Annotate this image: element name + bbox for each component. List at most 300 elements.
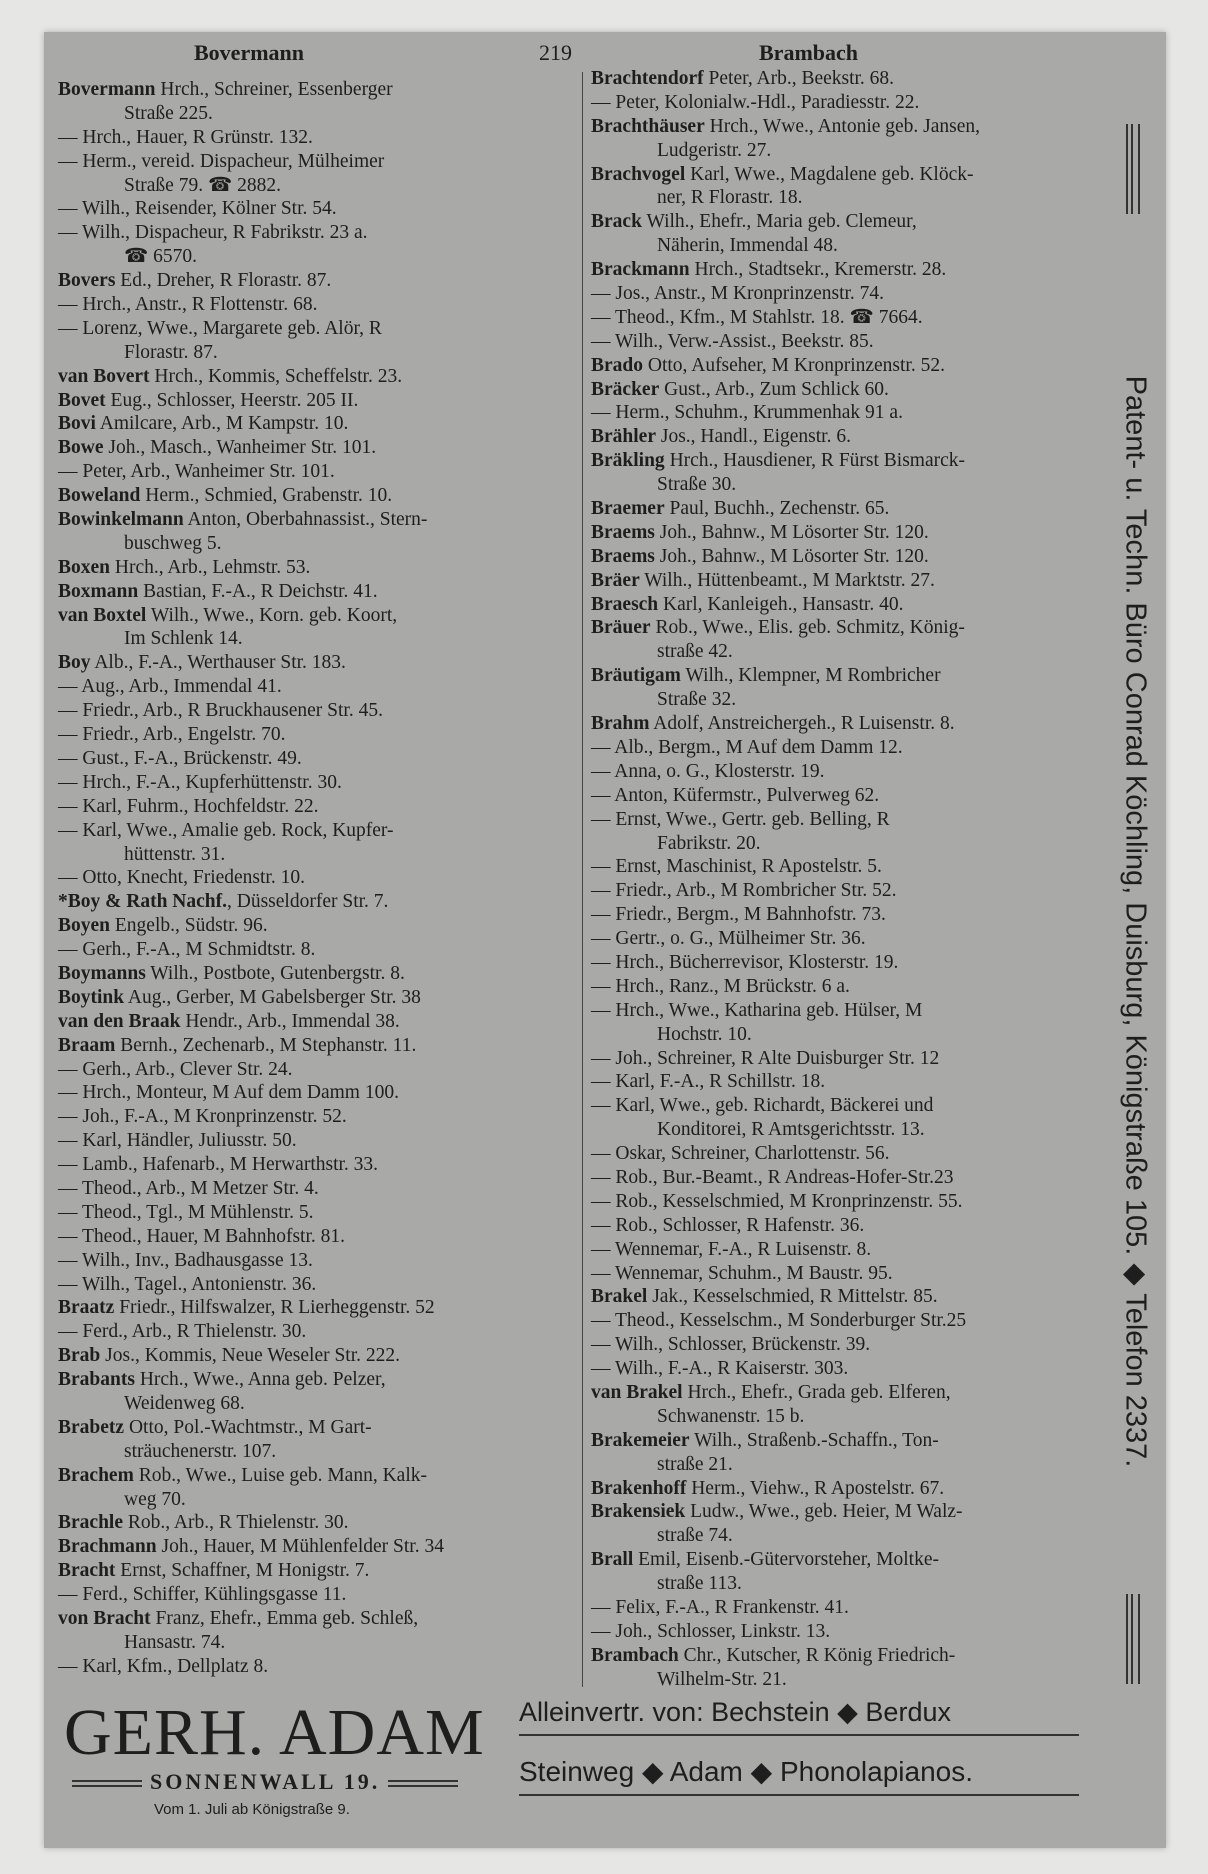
directory-entry <box>58 126 578 150</box>
sidebar-advert <box>1106 124 1166 1684</box>
entry-text: Ludw., Wwe., geb. Heier, M Walz- <box>685 1501 963 1523</box>
entry-continuation <box>591 1453 1101 1477</box>
entry-surname: Brähler <box>591 426 656 448</box>
advert-line-1: Alleinvertr. von: Bechstein ◆ Berdux <box>519 1697 1079 1736</box>
directory-entry <box>58 1344 578 1368</box>
entry-surname: Boyen <box>58 915 111 937</box>
directory-entry <box>591 67 1101 91</box>
entry-text: straße 113. <box>657 1573 742 1595</box>
entry-text: Karl, Wwe., Magdalene geb. Klöck- <box>685 163 974 185</box>
directory-entry <box>58 1296 578 1320</box>
entry-text: — Peter, Arb., Wanheimer Str. 101. <box>58 461 335 483</box>
directory-entry <box>58 1129 578 1153</box>
entry-text: — Joh., Schreiner, R Alte Duisburger Str. 12 <box>591 1047 940 1069</box>
entry-surname: Brackmann <box>591 259 690 281</box>
entry-text: ner, R Florastr. 18. <box>657 187 803 209</box>
directory-entry <box>58 556 578 580</box>
directory-entry <box>591 1238 1101 1262</box>
entry-text: Emil, Eisenb.-Gütervorsteher, Moltke- <box>633 1549 939 1571</box>
directory-page <box>44 32 1166 1848</box>
advert-note: Vom 1. Juli ab Königstraße 9. <box>154 1801 350 1818</box>
directory-entry <box>591 1596 1101 1620</box>
entry-text: — Oskar, Schreiner, Charlottenstr. 56. <box>591 1143 890 1165</box>
entry-text: Weidenweg 68. <box>124 1392 245 1414</box>
entry-text: — Theod., Kesselschm., M Sonderburger Str.25 <box>591 1310 967 1332</box>
entry-text: Straße 30. <box>657 474 737 496</box>
entry-text: Eug., Schlosser, Heerstr. 205 II. <box>105 389 359 411</box>
directory-entry <box>591 664 1101 688</box>
directory-entry <box>591 115 1101 139</box>
entry-surname: Boy <box>58 652 91 674</box>
entry-surname: Bräkling <box>591 450 665 472</box>
entry-surname: Braesch <box>591 593 659 615</box>
entry-text: Hrch., Ehefr., Grada geb. Elferen, <box>682 1381 951 1403</box>
entry-text: — Karl, Fuhrm., Hochfeldstr. 22. <box>58 795 319 817</box>
directory-entry <box>591 1190 1101 1214</box>
entry-surname: van Bovert <box>58 365 150 387</box>
entry-text: hüttenstr. 31. <box>124 843 226 865</box>
directory-entry <box>58 651 578 675</box>
directory-entry <box>58 890 578 914</box>
entry-surname: Brakel <box>591 1286 648 1308</box>
directory-entry <box>58 460 578 484</box>
entry-text: — Rob., Schlosser, R Hafenstr. 36. <box>591 1214 865 1236</box>
directory-entry <box>58 317 578 341</box>
entry-text: Wilh., Wwe., Korn. geb. Koort, <box>146 604 398 626</box>
entry-text: — Hrch., Hauer, R Grünstr. 132. <box>58 126 313 148</box>
directory-entry <box>591 879 1101 903</box>
directory-entry <box>58 436 578 460</box>
entry-surname: *Boy & Rath Nachf. <box>58 891 227 913</box>
entry-text: — Gertr., o. G., Mülheimer Str. 36. <box>591 928 866 950</box>
directory-entry <box>58 962 578 986</box>
entry-text: straße 21. <box>657 1453 733 1475</box>
entry-surname: Bracht <box>58 1560 116 1582</box>
entry-text: Hendr., Arb., Immendal 38. <box>180 1010 400 1032</box>
entry-text: — Theod., Tgl., M Mühlenstr. 5. <box>58 1201 314 1223</box>
directory-entry <box>591 1357 1101 1381</box>
directory-entry <box>591 616 1101 640</box>
directory-entry <box>591 354 1101 378</box>
entry-surname: Braam <box>58 1034 116 1056</box>
directory-entry <box>591 1381 1101 1405</box>
entry-text: Adolf, Anstreichergeh., R Luisenstr. 8. <box>649 713 955 735</box>
directory-entry <box>58 269 578 293</box>
entry-surname: Brambach <box>591 1644 679 1666</box>
directory-entry <box>58 78 578 102</box>
entry-text: Paul, Buchh., Zechenstr. 65. <box>664 498 890 520</box>
entry-continuation <box>591 832 1101 856</box>
entry-text: — Hrch., Wwe., Katharina geb. Hülser, M <box>591 999 923 1021</box>
directory-entry <box>58 1320 578 1344</box>
directory-entry <box>58 771 578 795</box>
directory-entry <box>591 163 1101 187</box>
directory-entry <box>58 1416 578 1440</box>
entry-surname: Boymanns <box>58 962 146 984</box>
entry-surname: Brahm <box>591 713 650 735</box>
entry-text: Herm., Viehw., R Apostelstr. 67. <box>686 1477 945 1499</box>
entry-continuation <box>58 532 578 556</box>
entry-text: — Hrch., Anstr., R Flottenstr. 68. <box>58 294 318 316</box>
page-number: 219 <box>539 40 572 65</box>
entry-text: Fabrikstr. 20. <box>657 832 761 854</box>
entry-text: — Friedr., Arb., M Rombricher Str. 52. <box>591 880 897 902</box>
directory-entry <box>58 1583 578 1607</box>
entry-text: Joh., Bahnw., M Lösorter Str. 120. <box>654 545 929 567</box>
entry-text: Bastian, F.-A., R Deichstr. 41. <box>138 580 378 602</box>
entry-text: weg 70. <box>124 1488 186 1510</box>
entry-surname: Brakemeier <box>591 1429 690 1451</box>
directory-entry <box>591 497 1101 521</box>
directory-entry <box>591 736 1101 760</box>
directory-entry <box>58 914 578 938</box>
directory-entry <box>58 293 578 317</box>
entry-surname: Boxmann <box>58 580 139 602</box>
entry-continuation <box>58 245 578 269</box>
entry-surname: van den Braak <box>58 1010 181 1032</box>
entry-text: — Anna, o. G., Klosterstr. 19. <box>591 760 825 782</box>
directory-entry <box>591 712 1101 736</box>
entry-text: — Rob., Kesselschmied, M Kronprinzenstr. 55. <box>591 1190 963 1212</box>
directory-entry <box>591 975 1101 999</box>
bottom-advert <box>64 1697 1154 1827</box>
directory-entry <box>58 1201 578 1225</box>
entry-text: Bernh., Zechenarb., M Stephanstr. 11. <box>115 1034 417 1056</box>
entry-surname: Brado <box>591 354 644 376</box>
entry-text: Florastr. 87. <box>124 341 218 363</box>
directory-entry <box>591 1262 1101 1286</box>
entry-text: — Wilh., Tagel., Antonienstr. 36. <box>58 1273 317 1295</box>
directory-entry <box>591 521 1101 545</box>
directory-entry <box>58 221 578 245</box>
entry-continuation <box>58 627 578 651</box>
directory-entry <box>591 1644 1101 1668</box>
directory-entry <box>591 306 1101 330</box>
double-rule <box>1126 124 1140 214</box>
entry-continuation <box>591 186 1101 210</box>
entry-surname: Bräuer <box>591 617 651 639</box>
entry-surname: Bowinkelmann <box>58 509 184 531</box>
directory-entry <box>58 484 578 508</box>
entry-text: Ernst, Schaffner, M Honigstr. 7. <box>115 1560 370 1582</box>
entry-text: , Düsseldorfer Str. 7. <box>227 891 389 913</box>
entry-text: — Karl, Kfm., Dellplatz 8. <box>58 1655 269 1677</box>
directory-entry <box>58 508 578 532</box>
directory-entry <box>58 1559 578 1583</box>
directory-entry <box>591 425 1101 449</box>
directory-entry <box>58 866 578 890</box>
entry-text: — Wilh., Dispacheur, R Fabrikstr. 23 a. <box>58 222 368 244</box>
entry-text: Engelb., Südstr. 96. <box>110 915 268 937</box>
entry-text: Straße 225. <box>124 102 213 124</box>
entry-text: — Wilh., Schlosser, Brückenstr. 39. <box>591 1334 871 1356</box>
advert-name: GERH. ADAM <box>64 1696 485 1769</box>
entry-text: — Peter, Kolonialw.-Hdl., Paradiesstr. 22. <box>591 91 920 113</box>
entry-text: — Friedr., Bergm., M Bahnhofstr. 73. <box>591 904 886 926</box>
entry-text: Herm., Schmied, Grabenstr. 10. <box>140 485 393 507</box>
entry-surname: Brall <box>591 1549 634 1571</box>
entry-text: Hrch., Arb., Lehmstr. 53. <box>110 556 311 578</box>
entry-text: — Wilh., F.-A., R Kaiserstr. 303. <box>591 1358 849 1380</box>
entry-text: Näherin, Immendal 48. <box>657 235 838 257</box>
entry-text: Hrch., Kommis, Scheffelstr. 23. <box>149 365 403 387</box>
directory-entry <box>58 1034 578 1058</box>
entry-text: ☎ 6570. <box>124 246 198 268</box>
entry-continuation <box>58 843 578 867</box>
entry-continuation <box>591 234 1101 258</box>
directory-entry <box>58 1607 578 1631</box>
directory-entry <box>591 1333 1101 1357</box>
entry-text: Konditorei, R Amtsgerichtsstr. 13. <box>657 1119 925 1141</box>
entry-text: — Karl, Wwe., Amalie geb. Rock, Kupfer- <box>58 819 394 841</box>
entry-text: Ed., Dreher, R Florastr. 87. <box>115 270 332 292</box>
entry-continuation <box>591 688 1101 712</box>
entry-text: Wilh., Klempner, M Rombricher <box>680 665 941 687</box>
entry-text: — Hrch., Bücherrevisor, Klosterstr. 19. <box>591 951 899 973</box>
entry-text: Gust., Arb., Zum Schlick 60. <box>659 378 889 400</box>
entry-text: — Alb., Bergm., M Auf dem Damm 12. <box>591 736 903 758</box>
directory-entry <box>591 1548 1101 1572</box>
entry-surname: Brachem <box>58 1464 134 1486</box>
entry-text: — Theod., Kfm., M Stahlstr. 18. ☎ 7664. <box>591 306 923 328</box>
directory-entry <box>591 1620 1101 1644</box>
entry-text: — Herm., vereid. Dispacheur, Mülheimer <box>58 150 385 172</box>
entry-text: — Theod., Arb., M Metzer Str. 4. <box>58 1177 319 1199</box>
directory-entry <box>591 927 1101 951</box>
entry-text: Hrch., Wwe., Anna geb. Pelzer, <box>134 1369 386 1391</box>
entry-text: Hansastr. 74. <box>124 1631 226 1653</box>
entry-text: — Rob., Bur.-Beamt., R Andreas-Hofer-Str.23 <box>591 1166 954 1188</box>
entry-text: Franz, Ehefr., Emma geb. Schleß, <box>150 1608 419 1629</box>
entry-text: Peter, Arb., Beekstr. 68. <box>703 68 895 89</box>
entry-surname: Brabants <box>58 1369 135 1391</box>
directory-entry <box>58 986 578 1010</box>
entry-continuation <box>591 1524 1101 1548</box>
directory-entry <box>591 1309 1101 1333</box>
entry-text: Joh., Hauer, M Mühlenfelder Str. 34 <box>156 1536 444 1558</box>
directory-entry <box>591 855 1101 879</box>
directory-entry <box>591 1285 1101 1309</box>
directory-entry <box>591 1047 1101 1071</box>
directory-entry <box>591 808 1101 832</box>
entry-text: Hrch., Wwe., Antonie geb. Jansen, <box>704 115 981 137</box>
directory-entry <box>58 197 578 221</box>
entry-continuation <box>58 1488 578 1512</box>
directory-entry <box>591 1070 1101 1094</box>
entry-surname: van Brakel <box>591 1381 683 1403</box>
advert-address <box>64 1769 466 1795</box>
entry-surname: Brachmann <box>58 1536 157 1558</box>
directory-entry <box>58 604 578 628</box>
entry-text: Jos., Handl., Eigenstr. 6. <box>655 426 851 448</box>
entry-text: Joh., Bahnw., M Lösorter Str. 120. <box>654 521 929 543</box>
advert-address-text: SONNENWALL 19. <box>150 1769 381 1794</box>
entry-text: Hrch., Hausdiener, R Fürst Bismarck- <box>664 450 966 472</box>
entry-surname: Braems <box>591 521 655 543</box>
entry-surname: Brachle <box>58 1512 123 1534</box>
entry-continuation <box>58 1392 578 1416</box>
directory-entry <box>591 569 1101 593</box>
directory-entry <box>591 210 1101 234</box>
entry-surname: Braems <box>591 545 655 567</box>
column-divider <box>582 72 583 1687</box>
entry-text: Friedr., Hilfswalzer, R Lierheggenstr. 52 <box>114 1297 435 1319</box>
entry-surname: Braatz <box>58 1297 115 1319</box>
entry-text: — Hrch., Monteur, M Auf dem Damm 100. <box>58 1082 399 1104</box>
entry-text: — Karl, Wwe., geb. Richardt, Bäckerei und <box>591 1095 934 1117</box>
directory-entry <box>591 593 1101 617</box>
directory-entry <box>591 903 1101 927</box>
entry-text: buschweg 5. <box>124 532 222 554</box>
directory-entry <box>591 1500 1101 1524</box>
entry-text: — Theod., Hauer, M Bahnhofstr. 81. <box>58 1225 345 1247</box>
entry-continuation <box>58 174 578 198</box>
entry-surname: van Boxtel <box>58 604 147 626</box>
entry-text: Wilh., Hüttenbeamt., M Marktstr. 27. <box>639 569 935 591</box>
entry-continuation <box>591 1023 1101 1047</box>
entry-text: — Wilh., Verw.-Assist., Beekstr. 85. <box>591 330 874 352</box>
entry-text: Im Schlenk 14. <box>124 628 243 650</box>
directory-entry <box>591 1166 1101 1190</box>
entry-surname: Brakenhoff <box>591 1477 687 1499</box>
entry-text: — Lorenz, Wwe., Margarete geb. Alör, R <box>58 317 382 339</box>
entry-text: — Karl, F.-A., R Schillstr. 18. <box>591 1071 826 1093</box>
entry-text: — Hrch., F.-A., Kupferhüttenstr. 30. <box>58 771 342 793</box>
directory-entry <box>591 951 1101 975</box>
entry-text: Straße 32. <box>657 689 737 711</box>
entry-text: Straße 79. ☎ 2882. <box>124 174 281 196</box>
entry-text: — Karl, Händler, Juliusstr. 50. <box>58 1130 297 1152</box>
left-column <box>58 78 578 1679</box>
directory-entry <box>58 412 578 436</box>
entry-text: Alb., F.-A., Werthauser Str. 183. <box>90 652 346 674</box>
directory-entry <box>591 1094 1101 1118</box>
entry-text: Wilhelm-Str. 21. <box>657 1668 787 1690</box>
entry-text: — Hrch., Ranz., M Brückstr. 6 a. <box>591 975 850 997</box>
entry-text: — Herm., Schuhm., Krummenhak 91 a. <box>591 402 903 424</box>
directory-entry <box>58 1249 578 1273</box>
entry-text: Anton, Oberbahnassist., Stern- <box>183 509 428 531</box>
entry-text: Jak., Kesselschmied, R Mittelstr. 85. <box>647 1286 938 1308</box>
entry-text: Karl, Kanleigeh., Hansastr. 40. <box>658 593 904 615</box>
entry-text: — Aug., Arb., Immendal 41. <box>58 676 282 698</box>
directory-entry <box>58 723 578 747</box>
directory-entry <box>58 580 578 604</box>
entry-text: straße 74. <box>657 1525 733 1547</box>
entry-text: Schwanenstr. 15 b. <box>657 1405 805 1427</box>
directory-entry <box>58 150 578 174</box>
entry-text: — Wennemar, F.-A., R Luisenstr. 8. <box>591 1238 872 1260</box>
directory-entry <box>591 545 1101 569</box>
entry-text: sträuchenerstr. 107. <box>124 1440 277 1462</box>
entry-surname: Bräcker <box>591 378 660 400</box>
directory-entry <box>591 330 1101 354</box>
directory-entry <box>591 760 1101 784</box>
directory-entry <box>591 401 1101 425</box>
entry-text: Joh., Masch., Wanheimer Str. 101. <box>103 437 377 459</box>
entry-continuation <box>591 1405 1101 1429</box>
entry-text: Amilcare, Arb., M Kampstr. 10. <box>95 413 349 435</box>
entry-continuation <box>591 473 1101 497</box>
entry-continuation <box>591 139 1101 163</box>
directory-entry <box>58 819 578 843</box>
directory-entry <box>58 1655 578 1679</box>
entry-surname: Boytink <box>58 986 125 1008</box>
directory-entry <box>58 1535 578 1559</box>
directory-entry <box>58 747 578 771</box>
entry-surname: Brakensiek <box>591 1501 686 1523</box>
entry-text: — Joh., F.-A., M Kronprinzenstr. 52. <box>58 1106 347 1128</box>
entry-surname: von Bracht <box>58 1608 151 1629</box>
entry-text: Ludgeristr. 27. <box>657 139 772 161</box>
entry-surname: Bovers <box>58 270 116 292</box>
entry-text: — Gust., F.-A., Brückenstr. 49. <box>58 747 302 769</box>
directory-entry <box>591 1214 1101 1238</box>
entry-text: Jos., Kommis, Neue Weseler Str. 222. <box>100 1345 401 1367</box>
entry-text: — Lamb., Hafenarb., M Herwarthstr. 33. <box>58 1154 379 1176</box>
directory-entry <box>58 1010 578 1034</box>
entry-text: Chr., Kutscher, R König Friedrich- <box>678 1644 956 1666</box>
running-head-left: Bovermann <box>194 40 304 65</box>
sidebar-advert-text: Patent- u. Techn. Büro Conrad Köchling, Duisburg, Königstraße 105. ◆ Telefon 2337. <box>1119 375 1152 1468</box>
entry-surname: Boweland <box>58 485 141 507</box>
entry-surname: Bowe <box>58 437 104 459</box>
entry-surname: Boxen <box>58 556 111 578</box>
entry-text: — Gerh., F.-A., M Schmidtstr. 8. <box>58 939 316 961</box>
entry-text: — Ernst, Wwe., Gertr. geb. Belling, R <box>591 808 890 830</box>
directory-entry <box>591 1142 1101 1166</box>
directory-entry <box>591 91 1101 115</box>
directory-entry <box>58 1105 578 1129</box>
entry-text: Otto, Aufseher, M Kronprinzenstr. 52. <box>643 354 945 376</box>
running-head-right: Brambach <box>759 40 858 65</box>
entry-text: Rob., Wwe., Elis. geb. Schmitz, König- <box>650 617 965 639</box>
entry-surname: Brabetz <box>58 1416 125 1438</box>
entry-text: Hochstr. 10. <box>657 1023 752 1045</box>
directory-entry <box>58 1225 578 1249</box>
entry-surname: Braemer <box>591 498 665 520</box>
entry-text: — Ernst, Maschinist, R Apostelstr. 5. <box>591 856 882 878</box>
directory-entry <box>58 1273 578 1297</box>
directory-entry <box>591 378 1101 402</box>
directory-entry <box>591 999 1101 1023</box>
directory-entry <box>58 389 578 413</box>
entry-text: Wilh., Postbote, Gutenbergstr. 8. <box>145 962 405 984</box>
entry-surname: Bräutigam <box>591 665 681 687</box>
entry-surname: Bräer <box>591 569 640 591</box>
entry-surname: Brab <box>58 1345 101 1367</box>
entry-text: Wilh., Ehefr., Maria geb. Clemeur, <box>641 211 917 233</box>
directory-entry <box>591 282 1101 306</box>
directory-entry <box>58 365 578 389</box>
entry-text: straße 42. <box>657 641 733 663</box>
entry-text: Rob., Wwe., Luise geb. Mann, Kalk- <box>133 1464 427 1486</box>
directory-entry <box>58 1464 578 1488</box>
entry-text: Otto, Pol.-Wachtmstr., M Gart- <box>124 1416 372 1438</box>
directory-entry <box>58 699 578 723</box>
entry-continuation <box>58 1440 578 1464</box>
entry-text: — Wilh., Reisender, Kölner Str. 54. <box>58 198 337 220</box>
directory-entry <box>58 1368 578 1392</box>
right-column <box>591 67 1101 1692</box>
entry-continuation <box>58 341 578 365</box>
entry-text: Hrch., Stadtsekr., Kremerstr. 28. <box>689 259 947 281</box>
directory-entry <box>591 449 1101 473</box>
entry-text: — Friedr., Arb., Engelstr. 70. <box>58 724 286 746</box>
entry-text: — Joh., Schlosser, Linkstr. 13. <box>591 1620 831 1642</box>
entry-continuation <box>58 1631 578 1655</box>
directory-entry <box>591 258 1101 282</box>
